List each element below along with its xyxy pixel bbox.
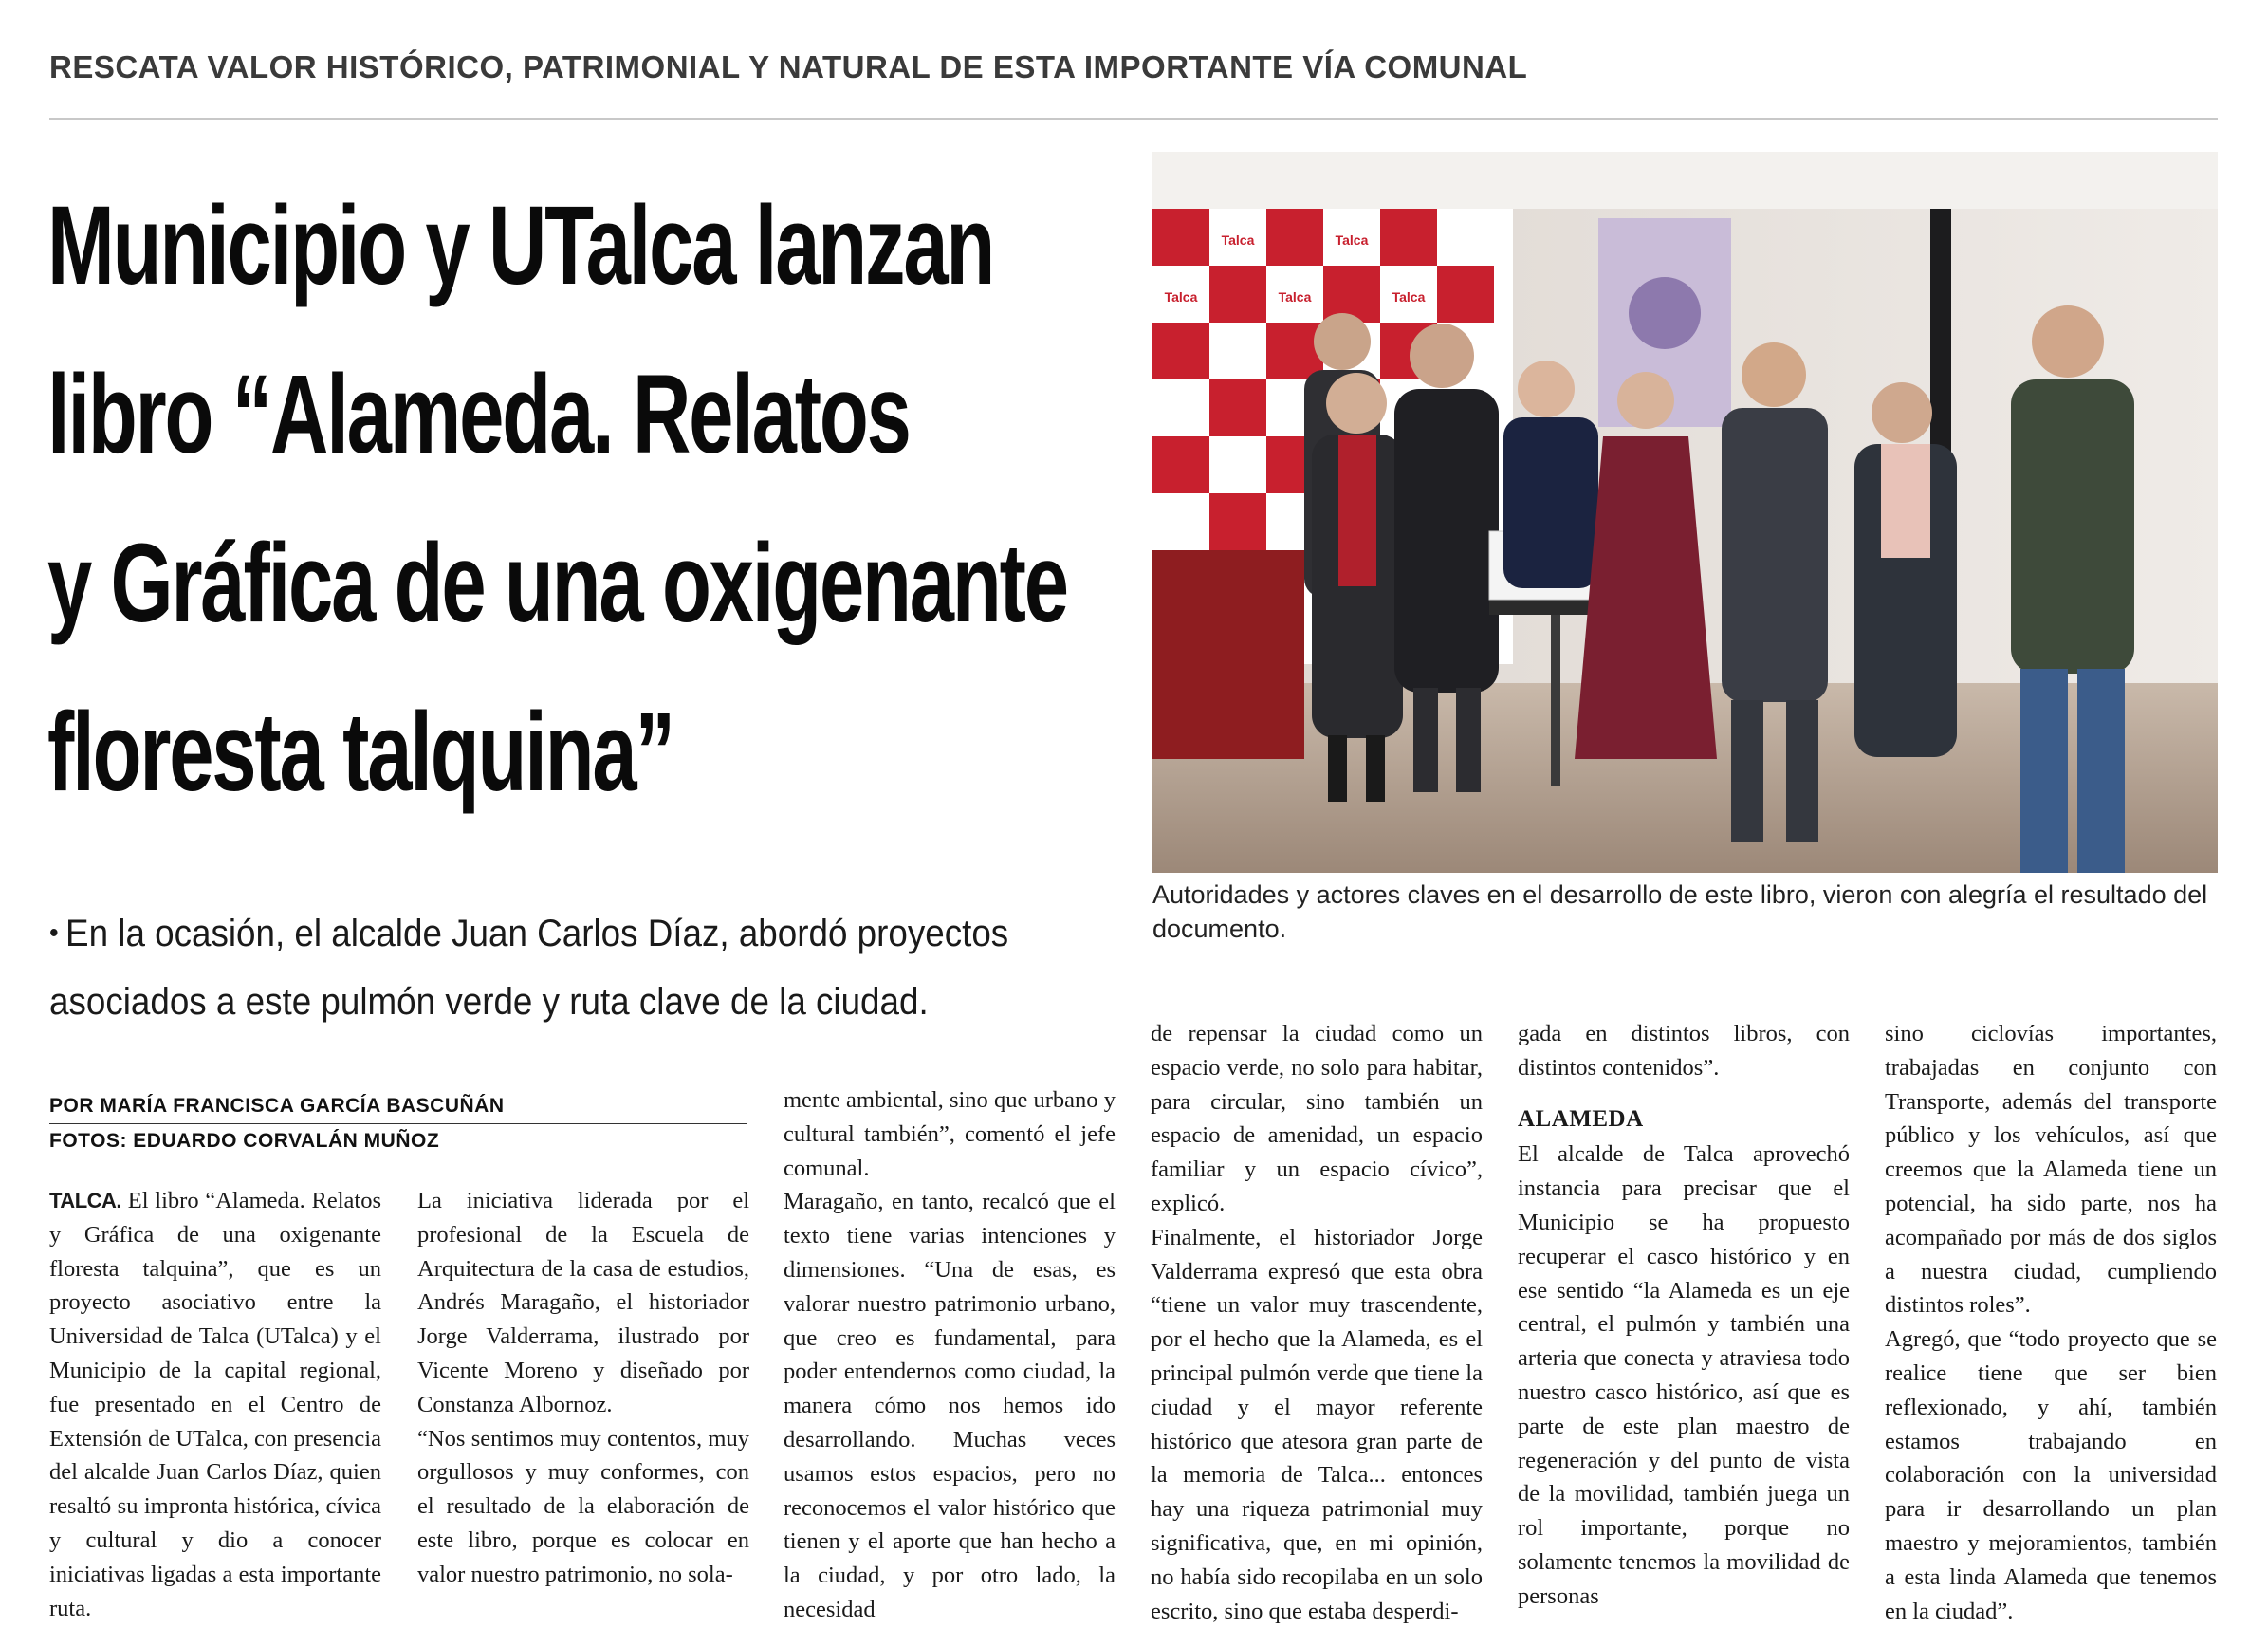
banner-label-1: Talca [1221, 232, 1255, 248]
paragraph: mente ambiental, sino que urbano y cultural también”, comentó el jefe comunal. [784, 1087, 1116, 1181]
headline-line-2: libro “Alameda. Relatos [47, 352, 910, 477]
byline-photos: FOTOS: EDUARDO CORVALÁN MUÑOZ [49, 1130, 440, 1152]
byline [49, 1089, 747, 1158]
paragraph [49, 1184, 381, 1625]
article-photo [1152, 152, 2218, 873]
photo-ceiling [1152, 152, 2218, 209]
photo-illustration [1152, 152, 2218, 873]
banner-label-5: Talca [1392, 289, 1426, 305]
article-column-4 [1151, 1017, 1483, 1628]
paragraph: Finalmente, el historiador Jorge Valderrama expresó que esta obra “tiene un valor muy trascendente, por el hecho que la Alameda, es el principal pulmón verde que tiene la ciudad y el mayor referente histórico que atesora gran parte de la memoria de Talca... entonces hay una riqueza patrimonial muy significativa, que, en mi opinión, no había sido recopilaba en un solo escrito, sino que estaba desperdi- [1151, 1224, 1483, 1624]
photo-artwork-figure [1629, 277, 1701, 349]
photo-caption: Autoridades y actores claves en el desarrollo de este libro, vieron con alegría el resultado del documento. [1152, 880, 2208, 943]
article-column-5 [1518, 1017, 1850, 1614]
paragraph: “Nos sentimos muy contentos, muy orgullosos y muy conformes, con el resultado de la elaboración de este libro, porque es colocar en valor nuestro patrimonio, no sola- [417, 1425, 749, 1587]
paragraph: Maragaño, en tanto, recalcó que el texto tiene varias intenciones y dimensiones. “Una de esas, es valorar nuestro patrimonio urbano, que creo es fundamental, para poder entendernos como ciudad, la manera cómo nos hemos ido desarrollando. Muchas veces usamos estos espacios, pero no reconocemos el valor histórico que tienen y el aporte que han hecho a la ciudad, y por otro lado, la necesidad [784, 1189, 1116, 1622]
section-subhead: ALAMEDA [1518, 1105, 1644, 1132]
byline-author: POR MARÍA FRANCISCA GARCÍA BASCUÑÁN [49, 1089, 747, 1124]
bullet-icon: • [49, 917, 59, 949]
kicker-headline: RESCATA VALOR HISTÓRICO, PATRIMONIAL Y NATURAL DE ESTA IMPORTANTE VÍA COMUNAL [49, 49, 1528, 84]
article-column-3 [784, 1083, 1116, 1627]
headline [47, 161, 1140, 837]
paragraph: La iniciativa liderada por el profesional de la Escuela de Arquitectura de la casa de estudios, Andrés Maragaño, el historiador Jorge Valderrama, ilustrado por Vicente Moreno y diseñado por Constanza Albornoz. [417, 1188, 749, 1417]
article-column-1 [49, 1184, 381, 1625]
banner-label-4: Talca [1278, 289, 1312, 305]
article-column-6 [1885, 1017, 2217, 1628]
banner-label-2: Talca [1335, 232, 1369, 248]
paragraph: gada en distintos libros, con distintos contenidos”. [1518, 1021, 1850, 1081]
banner-label-6: Talca [1221, 346, 1255, 361]
headline-line-4: floresta talquina” [47, 690, 673, 815]
photo-chair [1152, 550, 1304, 759]
article-column-2 [417, 1184, 749, 1592]
banner-label-3: Talca [1164, 289, 1198, 305]
paragraph: sino ciclovías importantes, trabajadas en conjunto con Transporte, además del transporte público y los vehículos, así que creemos que la Alameda tiene un potencial, ha sido parte, nos ha acompañado por más de dos siglos a nuestra ciudad, cumpliendo distintos roles”. [1885, 1021, 2217, 1319]
paragraph: El alcalde de Talca aprovechó instancia para precisar que el Municipio se ha propuesto recuperar el casco histórico y en ese sentido “la Alameda es un eje central, el pulmón y también una arteria que conecta y atraviesa todo nuestro casco histórico, así que es parte de este plan maestro de regeneración y del punto de vista de la movilidad, también juega un rol importante, porque no solamente tenemos la movilidad de personas [1518, 1141, 1850, 1609]
lead-summary [49, 899, 1132, 1036]
top-divider [49, 118, 2218, 120]
headline-line-3: y Gráfica de una oxigenante [47, 521, 1067, 646]
paragraph: Agregó, que “todo proyecto que se realice tiene que ser bien reflexionado, y ahí, también estamos trabajando en colaboración con la universidad para ir desarrollando un plan maestro y mejoramientos, también a esta linda Alameda que tenemos en la ciudad”. [1885, 1326, 2217, 1624]
dateline: TALCA. [49, 1189, 122, 1212]
lead-text: En la ocasión, el alcalde Juan Carlos Díaz, abordó proyectos asociados a este pulmón verde y ruta clave de la ciudad. [49, 913, 1009, 1023]
paragraph: de repensar la ciudad como un espacio verde, no solo para habitar, para circular, sino también un espacio de amenidad, un espacio familiar y un espacio cívico”, explicó. [1151, 1021, 1483, 1216]
headline-line-1: Municipio y UTalca lanzan [47, 183, 994, 308]
paragraph-text: El libro “Alameda. Relatos y Gráfica de una oxigenante floresta talquina”, que es un proyecto asociativo entre la Universidad de Talca (UTalca) y el Municipio de la capital regional, fue presentado en el Centro de Extensión de UTalca, con presencia del alcalde Juan Carlos Díaz, quien resaltó su impronta histórica, cívica y cultural y dio a conocer iniciativas ligadas a esta importante ruta. [49, 1188, 381, 1621]
